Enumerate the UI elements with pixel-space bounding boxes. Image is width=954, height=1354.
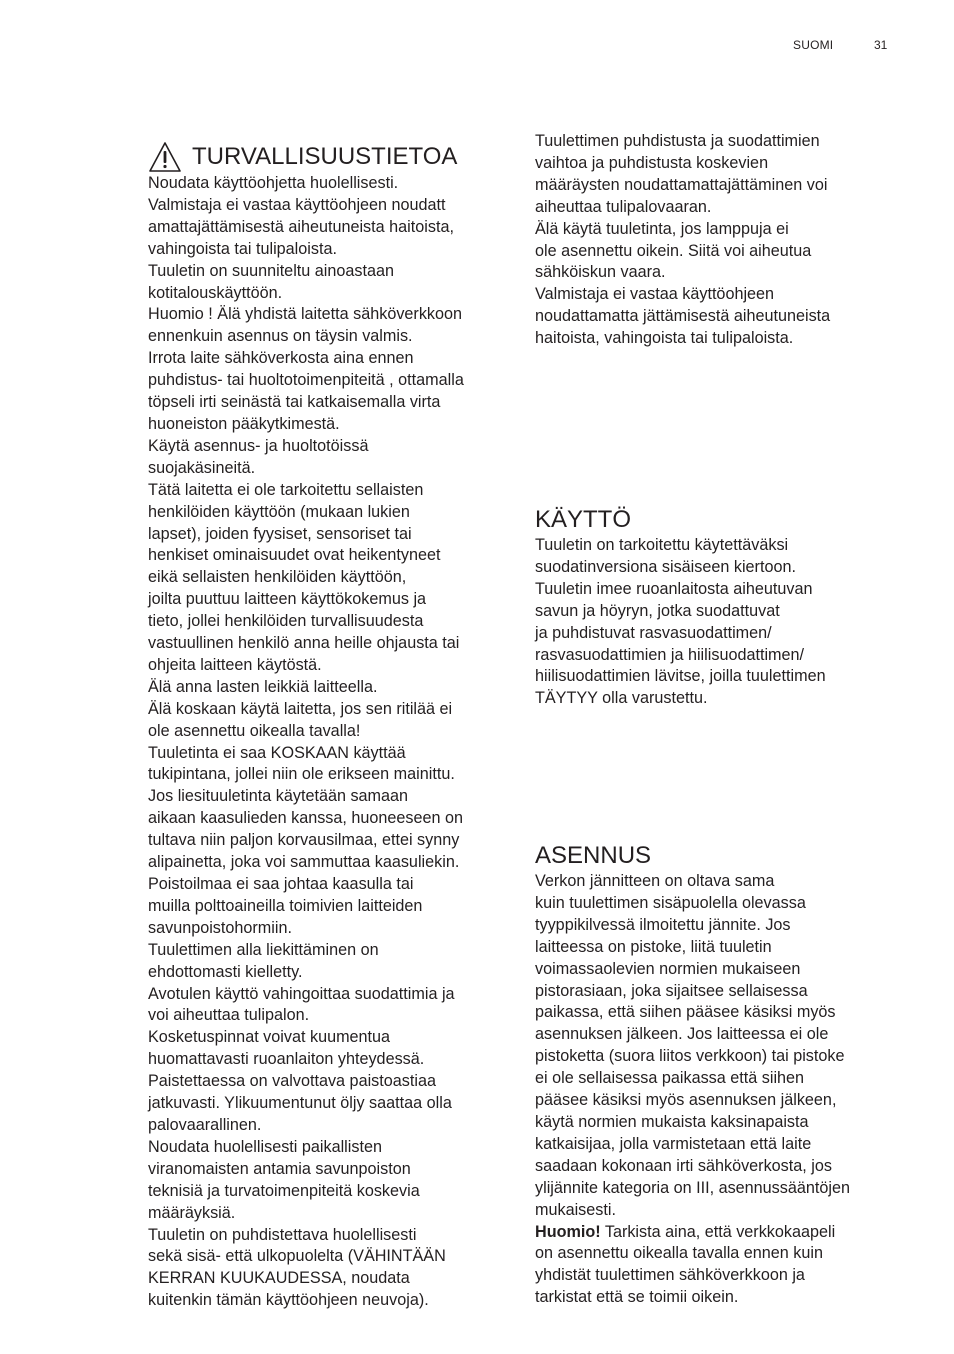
text-line: puhdistus- tai huoltotoimenpiteitä , ottamalla (148, 371, 464, 390)
text-line: Paistettaessa on valvottava paistoastiaa (148, 1072, 436, 1091)
header-language: SUOMI (793, 38, 834, 52)
text-line: henkilöiden käyttöön (mukaan lukien (148, 502, 410, 521)
note-line (535, 1222, 907, 1244)
text-line: Käytä asennus- ja huoltotöissä (148, 436, 369, 455)
text-line: Tätä laitetta ei ole tarkoitettu sellaisten (148, 480, 424, 499)
text-line: pistorasiaan, joka sijaitsee sellaisessa (535, 981, 808, 1000)
text-line: hiilisuodattimien lävitse, joilla tuulettimen (535, 667, 826, 686)
text-line: katkaisijaa, jolla varmistetaan että laite (535, 1134, 812, 1153)
text-line: jatkuvasti. Ylikuumentunut öljy saattaa olla (148, 1094, 452, 1113)
text-line: asennuksen jälkeen. Jos laitteessa ei ole (535, 1025, 829, 1044)
text-line: Verkon jännitteen on oltava sama (535, 872, 775, 890)
note-label: Huomio! (535, 1222, 601, 1241)
text-line: suodatinversiona sisäiseen kiertoon. (535, 557, 796, 576)
text-line: sekä sisä- että ulkopuolelta (VÄHINTÄÄN (148, 1247, 446, 1266)
text-line: huomattavasti ruoanlaiton yhteydessä. (148, 1050, 425, 1069)
text-line: Tuulettimen alla liekittäminen on (148, 940, 379, 959)
text-line: aikaan kaasulieden kanssa, huoneeseen on (148, 809, 464, 828)
safety-heading (148, 141, 520, 173)
text-line: muilla polttoaineilla toimivien laitteiden (148, 896, 423, 915)
installation-body (535, 871, 907, 1309)
text-line: vahingoista tai tulipaloista. (148, 239, 337, 258)
text-line: Älä anna lasten leikkiä laitteella. (148, 677, 378, 696)
text-line: yhdistät tuulettimen sähköverkkoon ja (535, 1266, 805, 1285)
text-line: joilta puuttuu laitteen käyttökokemus ja (148, 590, 427, 609)
text-line: alipainetta, joka voi sammuttaa kaasuliekin. (148, 853, 460, 872)
text-line: määräyksiä. (148, 1203, 236, 1222)
text-line: saadaan kokonaan irti sähköverkosta, jos (535, 1156, 832, 1175)
text-line: noudattamatta jättämisestä aiheutuneista (535, 307, 831, 326)
text-line: Valmistaja ei vastaa käyttöohjeen noudatt (148, 195, 446, 214)
text-line: töpseli irti seinästä tai katkaisemalla virta (148, 393, 441, 412)
usage-section (535, 505, 907, 710)
text-line: haitoista, vahingoista tai tulipaloista. (535, 329, 794, 348)
usage-title: KÄYTTÖ (535, 506, 632, 533)
text-line: paikassa, että siihen pääsee käsiksi myös (535, 1003, 836, 1022)
text-line: Irrota laite sähköverkosta aina ennen (148, 349, 414, 368)
text-line: tultava niin paljon korvausilmaa, ettei synny (148, 831, 460, 850)
text-line: ylijännite kategoria on III, asennussääntöjen (535, 1178, 850, 1197)
text-line: suojakäsineitä. (148, 458, 256, 477)
text-line: viranomaisten antamia savunpoiston (148, 1159, 411, 1178)
text-line: Tuuletin on suunniteltu ainoastaan (148, 261, 394, 280)
installation-section (535, 841, 907, 1309)
text-line: ei ole sellaisessa paikassa että siihen (535, 1069, 805, 1088)
text-line: ohjeita laitteen käytöstä. (148, 655, 322, 674)
text-line: huoneiston pääkytkimestä. (148, 414, 340, 433)
text-line: eikä sellaisten henkilöiden käyttöön, (148, 568, 407, 587)
page-number: 31 (874, 38, 888, 52)
text-line: Avotulen käyttö vahingoittaa suodattimia ja (148, 984, 455, 1003)
text-line: määräysten noudattamattajättäminen voi (535, 175, 828, 194)
text-line: ole asennettu oikealla tavalla! (148, 721, 361, 740)
text-line: mukaisesti. (535, 1200, 616, 1219)
text-line: Älä käytä tuuletinta, jos lamppuja ei (535, 219, 789, 238)
text-line: Poistoilmaa ei saa johtaa kaasulla tai (148, 875, 414, 893)
text-line: pistoketta (suora liitos verkkoon) tai pistoke (535, 1047, 845, 1066)
text-line: voimassaolevien normien mukaiseen (535, 959, 801, 978)
text-line: Tuuletin on puhdistettava huolellisesti (148, 1225, 417, 1244)
text-line: ole asennettu oikein. Siitä voi aiheutua (535, 241, 812, 260)
text-line: henkiset ominaisuudet ovat heikentyneet (148, 546, 441, 565)
text-line: on asennettu oikealla tavalla ennen kuin (535, 1244, 823, 1263)
text-line: ennenkuin asennus on täysin valmis. (148, 327, 413, 346)
text-line: Tuulettimen puhdistusta ja suodattimien (535, 132, 820, 150)
text-line: kuitenkin tämän käyttöohjeen neuvoja). (148, 1291, 429, 1310)
text-line: tukipintana, jollei niin ole erikseen mainittu. (148, 765, 455, 784)
text-line: TÄYTYY olla varustettu. (535, 689, 708, 708)
text-line: ehdottomasti kielletty. (148, 962, 303, 981)
text-line: rasvasuodattimien ja hiilisuodattimen/ (535, 645, 805, 664)
warning-triangle-icon (148, 141, 182, 173)
text-line: savunpoistohormiin. (148, 918, 292, 937)
note-text: Tarkista aina, että verkkokaapeli (600, 1222, 836, 1241)
text-line: ja puhdistuvat rasvasuodattimen/ (535, 623, 772, 642)
text-line: kotitalouskäyttöön. (148, 283, 283, 302)
text-line: pääsee käsiksi myös asennuksen jälkeen, (535, 1091, 837, 1110)
text-line: Noudata käyttöohjetta huolellisesti. (148, 174, 399, 192)
text-line: vaihtoa ja puhdistusta koskevien (535, 153, 769, 172)
text-line: vastuullinen henkilö anna heille ohjausta tai (148, 634, 460, 653)
text-line: Älä koskaan käytä laitetta, jos sen ritilää ei (148, 699, 453, 718)
safety-title: TURVALLISUUSTIETOA (192, 143, 458, 170)
text-line: aiheuttaa tulipalovaaran. (535, 197, 712, 216)
usage-body (535, 535, 907, 710)
text-line: Tuuletin on tarkoitettu käytettäväksi (535, 536, 789, 554)
text-line: voi aiheuttaa tulipalon. (148, 1006, 310, 1025)
safety-body (148, 173, 520, 1312)
text-line: Tuuletin imee ruoanlaitosta aiheutuvan (535, 579, 813, 598)
text-line: laitteessa on pistoke, liitä tuuletin (535, 937, 772, 956)
text-line: savun ja höyryn, jotka suodattuvat (535, 601, 780, 620)
text-line: Jos liesituuletinta käytetään samaan (148, 787, 409, 806)
text-line: käytä normien mukaista kaksinapaista (535, 1112, 809, 1131)
text-line: Tuuletinta ei saa KOSKAAN käyttää (148, 743, 406, 762)
text-line: Huomio ! Älä yhdistä laitetta sähköverkkoon (148, 305, 463, 324)
text-line: KERRAN KUUKAUDESSA, noudata (148, 1269, 410, 1288)
text-line: lapset), joiden fyysiset, sensoriset tai (148, 524, 412, 543)
text-line: tyyppikilvessä ilmoitettu jännite. Jos (535, 915, 791, 934)
safety-continued-body (535, 131, 907, 350)
text-line: tieto, jollei henkilöiden turvallisuudesta (148, 612, 424, 631)
safety-continued-section (535, 131, 907, 350)
text-line: Kosketuspinnat voivat kuumentua (148, 1028, 391, 1047)
text-line: Valmistaja ei vastaa käyttöohjeen (535, 285, 775, 304)
text-line: kuin tuulettimen sisäpuolella olevassa (535, 893, 806, 912)
safety-section (148, 141, 520, 1312)
text-line: teknisiä ja turvatoimenpiteitä koskevia (148, 1181, 420, 1200)
text-line: sähköiskun vaara. (535, 263, 666, 282)
text-line: tarkistat että se toimii oikein. (535, 1288, 739, 1307)
text-line: palovaarallinen. (148, 1115, 262, 1134)
installation-title: ASENNUS (535, 842, 652, 869)
text-line: amattajättämisestä aiheutuneista haitoista, (148, 217, 454, 236)
text-line: Noudata huolellisesti paikallisten (148, 1137, 382, 1156)
